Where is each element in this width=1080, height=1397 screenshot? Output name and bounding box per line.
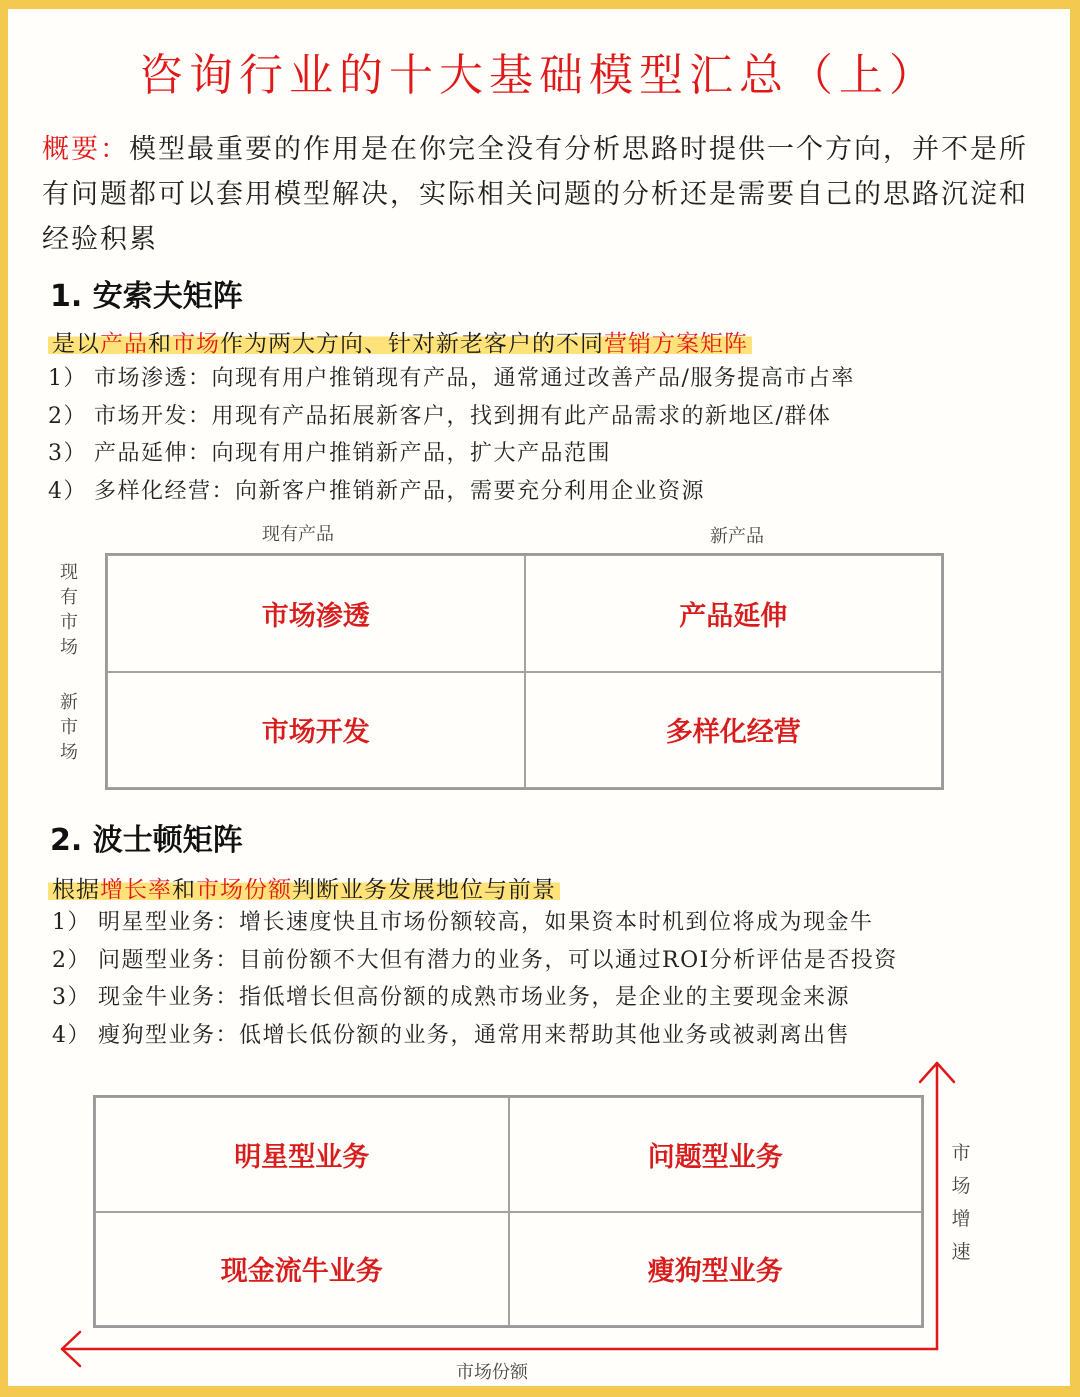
hl-text: 作为两大方向、针对新老客户的不同 bbox=[220, 331, 604, 357]
ansoff-cell-market-development: 市场开发 bbox=[107, 672, 525, 789]
list-text: 多样化经营：向新客户推销新产品，需要充分利用企业资源 bbox=[94, 478, 706, 504]
ansoff-cell-diversification: 多样化经营 bbox=[525, 672, 943, 789]
bcg-y-axis-label: 市场增速 bbox=[951, 1142, 971, 1263]
ansoff-cell-product-extension: 产品延伸 bbox=[525, 555, 943, 672]
ansoff-row-label-existing: 现有市场 bbox=[60, 562, 78, 658]
list-text: 市场渗透：向现有用户推销现有产品，通常通过改善产品/服务提高市占率 bbox=[94, 366, 855, 391]
hl-keyword: 产品 bbox=[100, 331, 148, 357]
hl-keyword: 市场 bbox=[172, 331, 220, 357]
hl-text: 是以 bbox=[52, 331, 100, 357]
hl-text: 和 bbox=[148, 331, 172, 357]
list-text: 瘦狗型业务：低增长低份额的业务，通常用来帮助其他业务或被剥离出售 bbox=[98, 1022, 851, 1048]
list-text: 产品延伸：向现有用户推销新产品，扩大产品范围 bbox=[94, 441, 612, 466]
summary-text: 模型最重要的作用是在你完全没有分析思路时提供一个方向，并不是所有问题都可以套用模型解决，实际相关问题的分析还是需要自己的思路沉淀和经验积累 bbox=[42, 134, 1028, 255]
list-num: 1） bbox=[48, 366, 87, 391]
hl-keyword: 营销方案矩阵 bbox=[604, 331, 748, 357]
summary-label: 概要： bbox=[42, 134, 129, 165]
hl-text: 根据 bbox=[52, 877, 100, 903]
ansoff-col-label-new: 新产品 bbox=[710, 526, 764, 547]
list-text: 市场开发：用现有产品拓展新客户，找到拥有此产品需求的新地区/群体 bbox=[94, 403, 832, 429]
section-title-ansoff: 1. 安索夫矩阵 bbox=[50, 279, 243, 314]
list-num: 2） bbox=[52, 947, 91, 973]
bcg-cell-star: 明星型业务 bbox=[95, 1097, 509, 1212]
hl-text: 和 bbox=[172, 877, 196, 903]
bcg-axes bbox=[8, 9, 1070, 1386]
list-num: 2） bbox=[48, 403, 87, 429]
bcg-x-axis-label: 市场份额 bbox=[456, 1362, 528, 1383]
page-title: 咨询行业的十大基础模型汇总（上） bbox=[139, 50, 939, 101]
list-num: 3） bbox=[52, 985, 91, 1010]
list-text: 问题型业务：目前份额不大但有潜力的业务，可以通过ROI分析评估是否投资 bbox=[98, 947, 898, 973]
list-text: 现金牛业务：指低增长但高份额的成熟市场业务，是企业的主要现金来源 bbox=[98, 985, 851, 1010]
bcg-cell-dog: 瘦狗型业务 bbox=[509, 1212, 923, 1327]
ansoff-cell-market-penetration: 市场渗透 bbox=[107, 555, 525, 672]
section-title-bcg: 2. 波士顿矩阵 bbox=[50, 823, 243, 858]
ansoff-col-label-existing: 现有产品 bbox=[262, 524, 334, 545]
bcg-cell-cash-cow: 现金流牛业务 bbox=[95, 1212, 509, 1327]
bcg-cell-question: 问题型业务 bbox=[509, 1097, 923, 1212]
ansoff-row-label-new: 新市场 bbox=[60, 692, 78, 763]
list-text: 明星型业务：增长速度快且市场份额较高，如果资本时机到位将成为现金牛 bbox=[98, 910, 874, 935]
page-card bbox=[8, 9, 1070, 1386]
list-num: 4） bbox=[52, 1022, 91, 1048]
list-num: 3） bbox=[48, 441, 87, 466]
list-num: 1） bbox=[52, 910, 91, 935]
list-num: 4） bbox=[48, 478, 87, 504]
hl-keyword: 市场份额 bbox=[196, 877, 292, 903]
hl-keyword: 增长率 bbox=[100, 877, 172, 903]
hl-text: 判断业务发展地位与前景 bbox=[292, 877, 556, 903]
